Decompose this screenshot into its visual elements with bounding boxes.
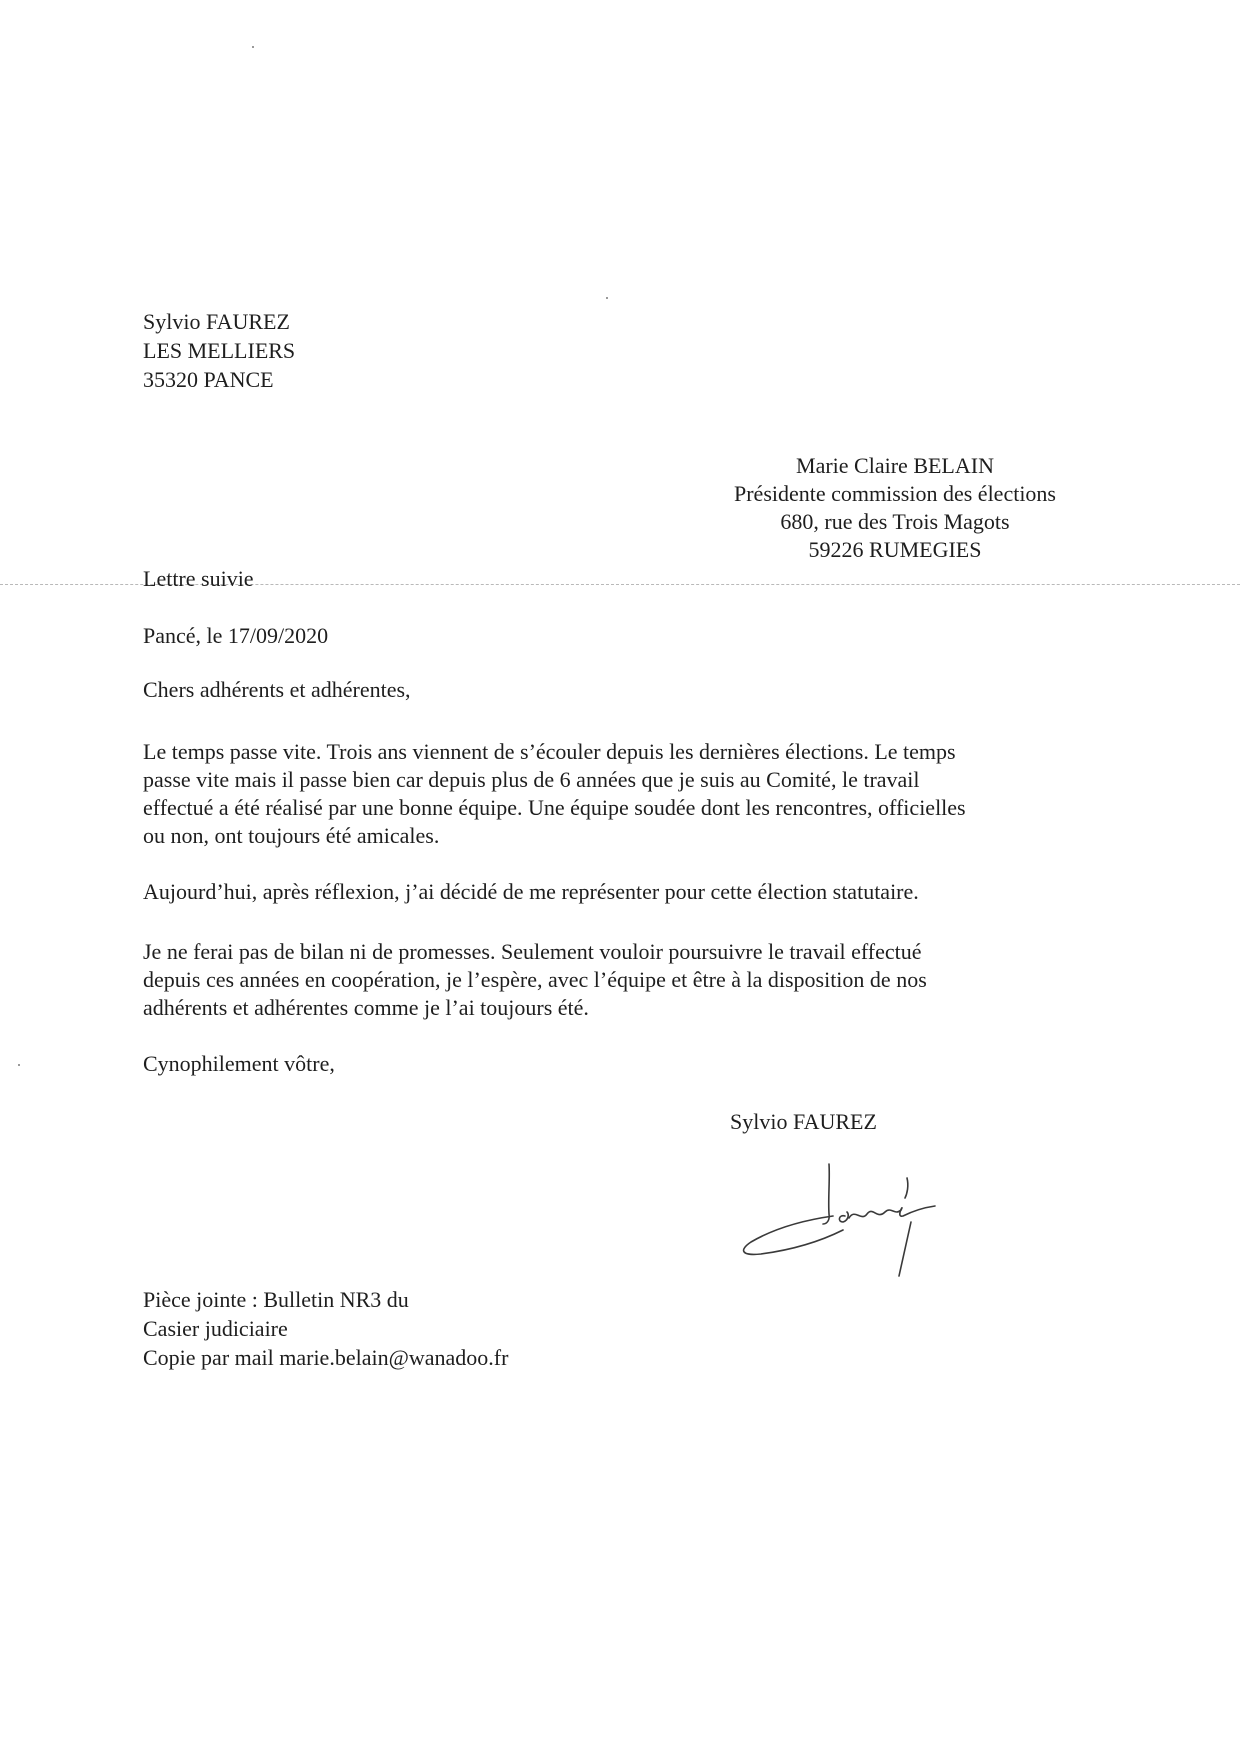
paragraph-line: Je ne ferai pas de bilan ni de promesses. Seulement vouloir poursuivre le travail effectué bbox=[143, 939, 922, 964]
body-paragraph bbox=[143, 878, 1103, 906]
closing-formula: Cynophilement vôtre, bbox=[143, 1051, 335, 1076]
attachment-line: Casier judiciaire bbox=[143, 1316, 288, 1341]
scan-speck bbox=[18, 1064, 20, 1066]
paragraph-line: effectué a été réalisé par une bonne équipe. Une équipe soudée dont les rencontres, officielles bbox=[143, 795, 966, 820]
attachment-line: Pièce jointe : Bulletin NR3 du bbox=[143, 1287, 409, 1312]
paragraph-line: Aujourd’hui, après réflexion, j’ai décidé de me représenter pour cette élection statutaire. bbox=[143, 879, 919, 904]
recipient-title: Présidente commission des élections bbox=[734, 481, 1056, 506]
body-paragraph bbox=[143, 738, 1103, 850]
recipient-address bbox=[700, 452, 1090, 564]
scan-speck bbox=[606, 297, 608, 299]
signatory-name: Sylvio FAUREZ bbox=[730, 1109, 877, 1134]
salutation: Chers adhérents et adhérentes, bbox=[143, 677, 411, 702]
attachment-line: Copie par mail marie.belain@wanadoo.fr bbox=[143, 1345, 509, 1370]
body-paragraph bbox=[143, 938, 1103, 1022]
sender-name: Sylvio FAUREZ bbox=[143, 309, 290, 334]
paragraph-line: adhérents et adhérentes comme je l’ai toujours été. bbox=[143, 995, 589, 1020]
paragraph-line: Le temps passe vite. Trois ans viennent de s’écouler depuis les dernières élections. Le temps bbox=[143, 739, 956, 764]
paragraph-line: ou non, ont toujours été amicales. bbox=[143, 823, 440, 848]
date-line: Pancé, le 17/09/2020 bbox=[143, 623, 329, 648]
recipient-city: 59226 RUMEGIES bbox=[808, 537, 982, 562]
handwritten-signature bbox=[735, 1158, 995, 1288]
attachments-note bbox=[143, 1285, 508, 1372]
recipient-street: 680, rue des Trois Magots bbox=[780, 509, 1010, 534]
paragraph-line: depuis ces années en coopération, je l’espère, avec l’équipe et être à la disposition de nos bbox=[143, 967, 927, 992]
sender-street: LES MELLIERS bbox=[143, 338, 296, 363]
paragraph-line: passe vite mais il passe bien car depuis plus de 6 années que je suis au Comité, le travail bbox=[143, 767, 920, 792]
recipient-name: Marie Claire BELAIN bbox=[796, 453, 994, 478]
mailing-mention: Lettre suivie bbox=[143, 566, 254, 591]
sender-address bbox=[143, 307, 295, 394]
sender-city: 35320 PANCE bbox=[143, 367, 274, 392]
scan-speck bbox=[252, 46, 254, 48]
